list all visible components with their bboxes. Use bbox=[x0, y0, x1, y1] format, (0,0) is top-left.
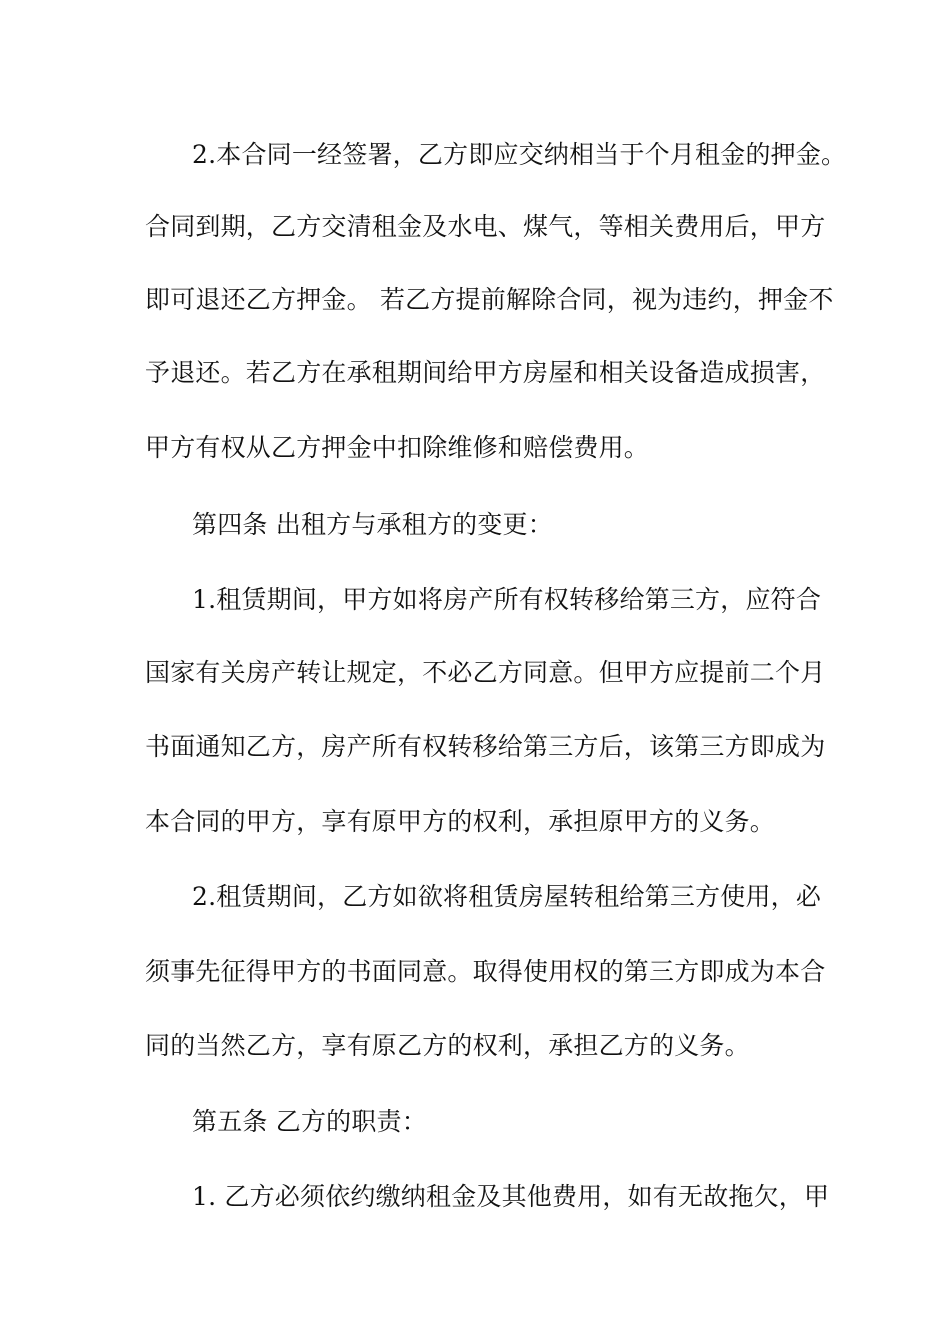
paragraph-line: 同的当然乙方，享有原乙方的权利，承担乙方的义务。 bbox=[145, 1031, 750, 1060]
paragraph-line: 1. 乙方必须依约缴纳租金及其他费用，如有无故拖欠，甲 bbox=[192, 1182, 830, 1211]
paragraph-line: 即可退还乙方押金。 若乙方提前解除合同，视为违约，押金不 bbox=[145, 285, 834, 314]
paragraph-line: 合同到期，乙方交清租金及水电、煤气，等相关费用后，甲方 bbox=[145, 212, 826, 241]
paragraph-line: 须事先征得甲方的书面同意。取得使用权的第三方即成为本合 bbox=[145, 957, 826, 986]
paragraph-line: 2.租赁期间，乙方如欲将租赁房屋转租给第三方使用，必 bbox=[192, 882, 822, 911]
paragraph-line: 国家有关房产转让规定，不必乙方同意。但甲方应提前二个月 bbox=[145, 658, 826, 687]
paragraph-line: 1.租赁期间，甲方如将房产所有权转移给第三方，应符合 bbox=[192, 585, 822, 614]
paragraph-line: 本合同的甲方，享有原甲方的权利，承担原甲方的义务。 bbox=[145, 807, 776, 836]
section-heading: 第五条 乙方的职责： bbox=[192, 1107, 427, 1136]
paragraph-line: 书面通知乙方，房产所有权转移给第三方后，该第三方即成为 bbox=[145, 732, 826, 761]
paragraph-line: 甲方有权从乙方押金中扣除维修和赔偿费用。 bbox=[145, 433, 650, 462]
section-heading: 第四条 出租方与承租方的变更： bbox=[192, 510, 553, 539]
paragraph-line: 2.本合同一经签署，乙方即应交纳相当于个月租金的押金。 bbox=[192, 140, 847, 169]
paragraph-line: 予退还。若乙方在承租期间给甲方房屋和相关设备造成损害， bbox=[145, 358, 826, 387]
